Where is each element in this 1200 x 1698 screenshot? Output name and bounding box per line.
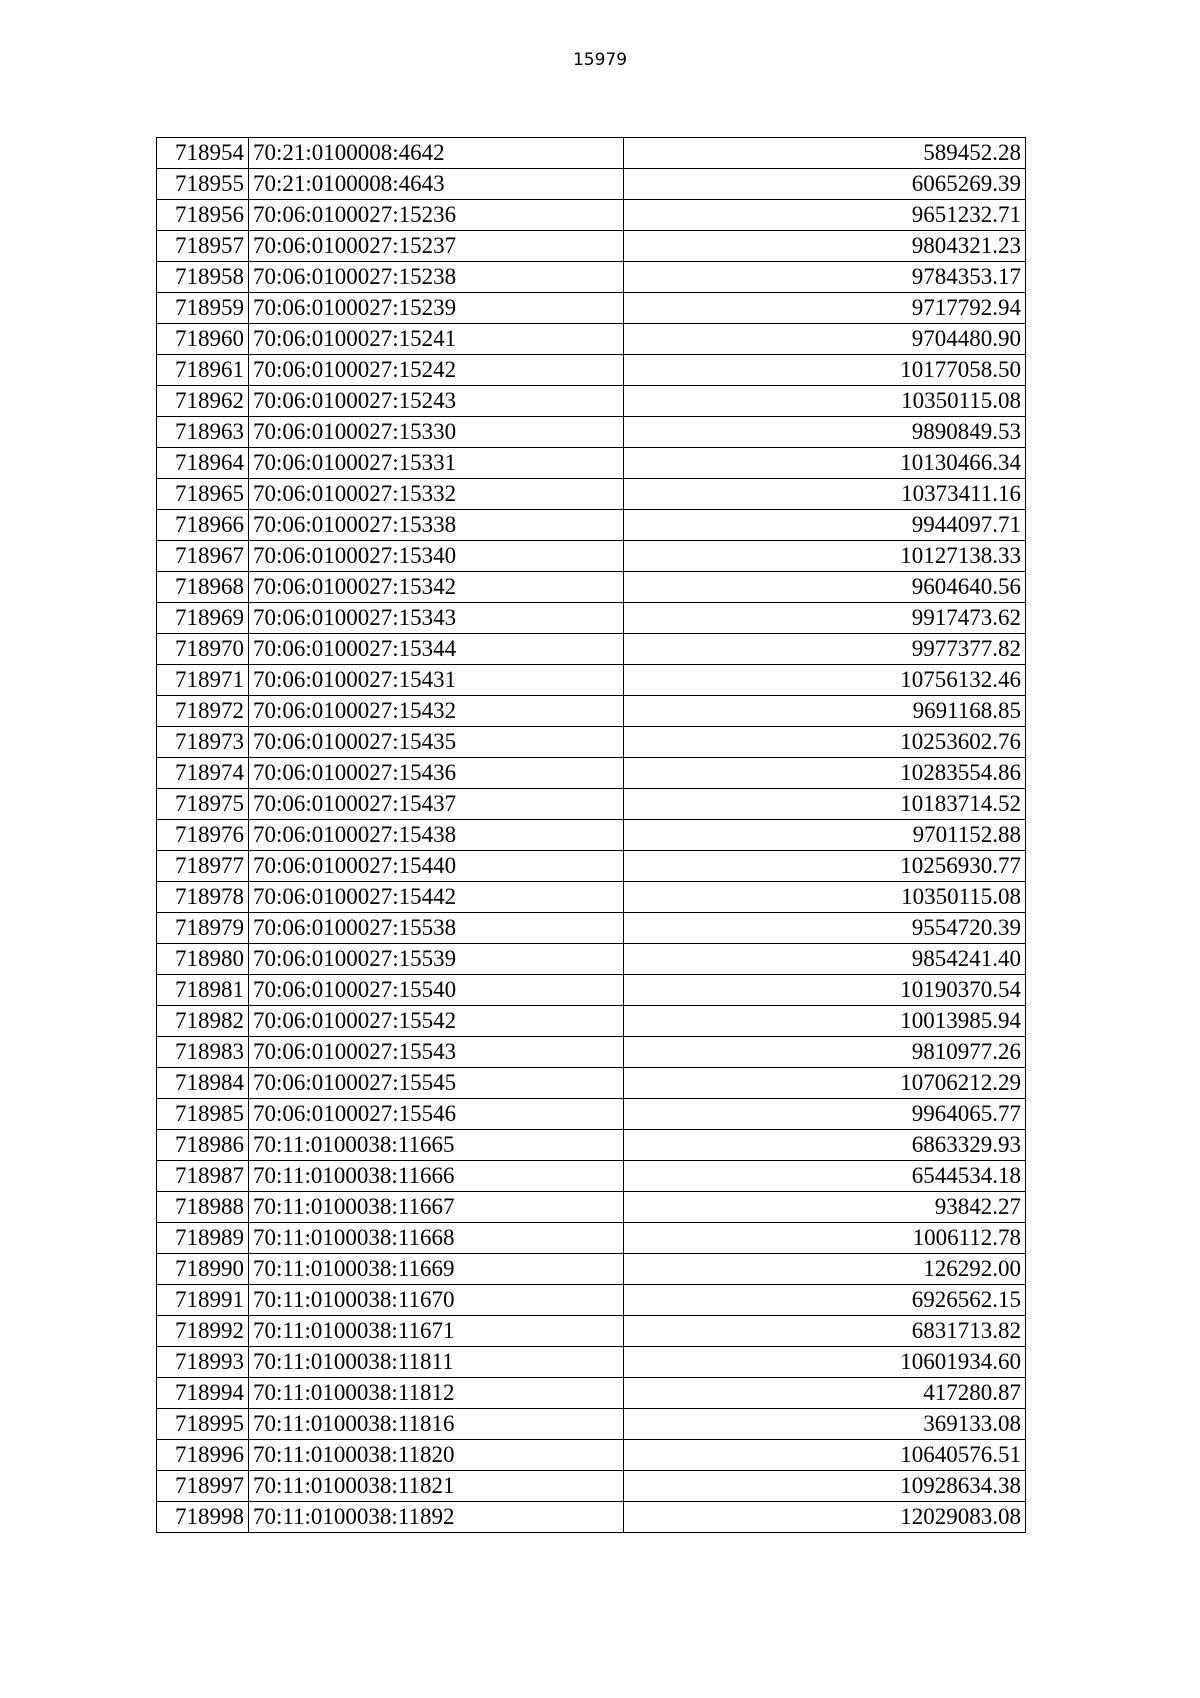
row-number-cell: 718984 bbox=[157, 1068, 249, 1099]
table-row bbox=[157, 1471, 1026, 1502]
table-row bbox=[157, 882, 1026, 913]
cadastral-number-cell: 70:06:0100027:15543 bbox=[249, 1037, 624, 1068]
cadastral-value-cell: 10183714.52 bbox=[624, 789, 1026, 820]
cadastral-value-cell: 9651232.71 bbox=[624, 200, 1026, 231]
row-number-cell: 718973 bbox=[157, 727, 249, 758]
cadastral-value-cell: 9810977.26 bbox=[624, 1037, 1026, 1068]
cadastral-value-cell: 12029083.08 bbox=[624, 1502, 1026, 1533]
row-number-cell: 718954 bbox=[157, 138, 249, 169]
table-row bbox=[157, 789, 1026, 820]
table-row bbox=[157, 231, 1026, 262]
cadastral-value-cell: 6544534.18 bbox=[624, 1161, 1026, 1192]
cadastral-value-cell: 10283554.86 bbox=[624, 758, 1026, 789]
table-row bbox=[157, 727, 1026, 758]
cadastral-value-cell: 10756132.46 bbox=[624, 665, 1026, 696]
row-number-cell: 718956 bbox=[157, 200, 249, 231]
row-number-cell: 718988 bbox=[157, 1192, 249, 1223]
cadastral-number-cell: 70:06:0100027:15331 bbox=[249, 448, 624, 479]
cadastral-value-cell: 9854241.40 bbox=[624, 944, 1026, 975]
table-row bbox=[157, 169, 1026, 200]
row-number-cell: 718976 bbox=[157, 820, 249, 851]
cadastral-value-cell: 9554720.39 bbox=[624, 913, 1026, 944]
table-row bbox=[157, 1223, 1026, 1254]
table-row bbox=[157, 665, 1026, 696]
cadastral-value-cell: 126292.00 bbox=[624, 1254, 1026, 1285]
row-number-cell: 718957 bbox=[157, 231, 249, 262]
cadastral-number-cell: 70:06:0100027:15438 bbox=[249, 820, 624, 851]
cadastral-number-cell: 70:06:0100027:15332 bbox=[249, 479, 624, 510]
cadastral-value-cell: 10350115.08 bbox=[624, 386, 1026, 417]
table-row bbox=[157, 293, 1026, 324]
cadastral-number-cell: 70:06:0100027:15435 bbox=[249, 727, 624, 758]
cadastral-value-cell: 6863329.93 bbox=[624, 1130, 1026, 1161]
cadastral-number-cell: 70:06:0100027:15241 bbox=[249, 324, 624, 355]
page-number: 15979 bbox=[572, 50, 628, 70]
cadastral-value-cell: 10013985.94 bbox=[624, 1006, 1026, 1037]
cadastral-number-cell: 70:11:0100038:11670 bbox=[249, 1285, 624, 1316]
table-row bbox=[157, 510, 1026, 541]
table-row bbox=[157, 355, 1026, 386]
cadastral-number-cell: 70:06:0100027:15237 bbox=[249, 231, 624, 262]
cadastral-number-cell: 70:11:0100038:11812 bbox=[249, 1378, 624, 1409]
table-row bbox=[157, 944, 1026, 975]
row-number-cell: 718994 bbox=[157, 1378, 249, 1409]
cadastral-number-cell: 70:11:0100038:11667 bbox=[249, 1192, 624, 1223]
row-number-cell: 718966 bbox=[157, 510, 249, 541]
cadastral-value-cell: 6065269.39 bbox=[624, 169, 1026, 200]
cadastral-value-cell: 9804321.23 bbox=[624, 231, 1026, 262]
cadastral-value-cell: 9691168.85 bbox=[624, 696, 1026, 727]
cadastral-value-cell: 10253602.76 bbox=[624, 727, 1026, 758]
row-number-cell: 718996 bbox=[157, 1440, 249, 1471]
cadastral-value-cell: 9917473.62 bbox=[624, 603, 1026, 634]
cadastral-number-cell: 70:21:0100008:4643 bbox=[249, 169, 624, 200]
table-row bbox=[157, 324, 1026, 355]
cadastral-value-cell: 10640576.51 bbox=[624, 1440, 1026, 1471]
cadastral-value-cell: 10177058.50 bbox=[624, 355, 1026, 386]
cadastral-value-cell: 10706212.29 bbox=[624, 1068, 1026, 1099]
cadastral-value-cell: 10127138.33 bbox=[624, 541, 1026, 572]
cadastral-number-cell: 70:06:0100027:15540 bbox=[249, 975, 624, 1006]
table-row bbox=[157, 634, 1026, 665]
cadastral-number-cell: 70:06:0100027:15545 bbox=[249, 1068, 624, 1099]
cadastral-value-cell: 9717792.94 bbox=[624, 293, 1026, 324]
cadastral-number-cell: 70:06:0100027:15436 bbox=[249, 758, 624, 789]
cadastral-number-cell: 70:11:0100038:11811 bbox=[249, 1347, 624, 1378]
cadastral-value-cell: 10928634.38 bbox=[624, 1471, 1026, 1502]
cadastral-number-cell: 70:06:0100027:15338 bbox=[249, 510, 624, 541]
row-number-cell: 718983 bbox=[157, 1037, 249, 1068]
row-number-cell: 718969 bbox=[157, 603, 249, 634]
cadastral-value-cell: 10130466.34 bbox=[624, 448, 1026, 479]
cadastral-number-cell: 70:11:0100038:11668 bbox=[249, 1223, 624, 1254]
cadastral-value-cell: 10601934.60 bbox=[624, 1347, 1026, 1378]
table-row bbox=[157, 417, 1026, 448]
row-number-cell: 718972 bbox=[157, 696, 249, 727]
table-row bbox=[157, 262, 1026, 293]
row-number-cell: 718993 bbox=[157, 1347, 249, 1378]
cadastral-value-cell: 6831713.82 bbox=[624, 1316, 1026, 1347]
cadastral-number-cell: 70:06:0100027:15340 bbox=[249, 541, 624, 572]
cadastral-number-cell: 70:06:0100027:15236 bbox=[249, 200, 624, 231]
row-number-cell: 718955 bbox=[157, 169, 249, 200]
row-number-cell: 718963 bbox=[157, 417, 249, 448]
row-number-cell: 718991 bbox=[157, 1285, 249, 1316]
row-number-cell: 718964 bbox=[157, 448, 249, 479]
row-number-cell: 718985 bbox=[157, 1099, 249, 1130]
cadastral-value-cell: 10190370.54 bbox=[624, 975, 1026, 1006]
table-row bbox=[157, 1161, 1026, 1192]
table-row bbox=[157, 572, 1026, 603]
row-number-cell: 718978 bbox=[157, 882, 249, 913]
cadastral-number-cell: 70:06:0100027:15539 bbox=[249, 944, 624, 975]
cadastral-number-cell: 70:11:0100038:11820 bbox=[249, 1440, 624, 1471]
row-number-cell: 718998 bbox=[157, 1502, 249, 1533]
cadastral-number-cell: 70:06:0100027:15542 bbox=[249, 1006, 624, 1037]
cadastral-value-cell: 1006112.78 bbox=[624, 1223, 1026, 1254]
cadastral-value-cell: 10256930.77 bbox=[624, 851, 1026, 882]
cadastral-number-cell: 70:06:0100027:15442 bbox=[249, 882, 624, 913]
table-row bbox=[157, 1037, 1026, 1068]
row-number-cell: 718990 bbox=[157, 1254, 249, 1285]
cadastral-number-cell: 70:11:0100038:11665 bbox=[249, 1130, 624, 1161]
cadastral-value-cell: 9784353.17 bbox=[624, 262, 1026, 293]
cadastral-value-cell: 93842.27 bbox=[624, 1192, 1026, 1223]
table-row bbox=[157, 1068, 1026, 1099]
cadastral-value-cell: 417280.87 bbox=[624, 1378, 1026, 1409]
row-number-cell: 718975 bbox=[157, 789, 249, 820]
table-row bbox=[157, 386, 1026, 417]
cadastral-number-cell: 70:11:0100038:11669 bbox=[249, 1254, 624, 1285]
table-row bbox=[157, 1347, 1026, 1378]
cadastral-number-cell: 70:06:0100027:15440 bbox=[249, 851, 624, 882]
cadastral-value-cell: 6926562.15 bbox=[624, 1285, 1026, 1316]
row-number-cell: 718968 bbox=[157, 572, 249, 603]
row-number-cell: 718992 bbox=[157, 1316, 249, 1347]
cadastral-number-cell: 70:06:0100027:15242 bbox=[249, 355, 624, 386]
table-row bbox=[157, 1285, 1026, 1316]
row-number-cell: 718960 bbox=[157, 324, 249, 355]
cadastral-number-cell: 70:06:0100027:15239 bbox=[249, 293, 624, 324]
cadastral-number-cell: 70:11:0100038:11671 bbox=[249, 1316, 624, 1347]
table-row bbox=[157, 603, 1026, 634]
cadastral-value-cell: 10373411.16 bbox=[624, 479, 1026, 510]
cadastral-number-cell: 70:11:0100038:11816 bbox=[249, 1409, 624, 1440]
table-row bbox=[157, 1254, 1026, 1285]
cadastral-number-cell: 70:06:0100027:15431 bbox=[249, 665, 624, 696]
cadastral-number-cell: 70:11:0100038:11892 bbox=[249, 1502, 624, 1533]
table-row bbox=[157, 200, 1026, 231]
table-row bbox=[157, 1409, 1026, 1440]
cadastral-number-cell: 70:06:0100027:15344 bbox=[249, 634, 624, 665]
table-row bbox=[157, 1130, 1026, 1161]
row-number-cell: 718979 bbox=[157, 913, 249, 944]
cadastral-number-cell: 70:11:0100038:11666 bbox=[249, 1161, 624, 1192]
table-row bbox=[157, 1378, 1026, 1409]
table-row bbox=[157, 138, 1026, 169]
cadastral-number-cell: 70:06:0100027:15343 bbox=[249, 603, 624, 634]
table-row bbox=[157, 851, 1026, 882]
cadastral-value-cell: 9977377.82 bbox=[624, 634, 1026, 665]
cadastral-value-cell: 10350115.08 bbox=[624, 882, 1026, 913]
cadastral-value-cell: 589452.28 bbox=[624, 138, 1026, 169]
cadastral-value-cell: 9604640.56 bbox=[624, 572, 1026, 603]
cadastral-value-cell: 9890849.53 bbox=[624, 417, 1026, 448]
cadastral-number-cell: 70:06:0100027:15538 bbox=[249, 913, 624, 944]
table-row bbox=[157, 1192, 1026, 1223]
table-row bbox=[157, 696, 1026, 727]
cadastral-number-cell: 70:06:0100027:15546 bbox=[249, 1099, 624, 1130]
row-number-cell: 718962 bbox=[157, 386, 249, 417]
row-number-cell: 718987 bbox=[157, 1161, 249, 1192]
cadastral-number-cell: 70:21:0100008:4642 bbox=[249, 138, 624, 169]
table-row bbox=[157, 1502, 1026, 1533]
row-number-cell: 718981 bbox=[157, 975, 249, 1006]
table-row bbox=[157, 758, 1026, 789]
cadastral-value-cell: 9704480.90 bbox=[624, 324, 1026, 355]
table-row bbox=[157, 1316, 1026, 1347]
table-body bbox=[157, 138, 1026, 1533]
row-number-cell: 718989 bbox=[157, 1223, 249, 1254]
row-number-cell: 718967 bbox=[157, 541, 249, 572]
row-number-cell: 718959 bbox=[157, 293, 249, 324]
row-number-cell: 718965 bbox=[157, 479, 249, 510]
table-row bbox=[157, 1440, 1026, 1471]
table-row bbox=[157, 479, 1026, 510]
row-number-cell: 718971 bbox=[157, 665, 249, 696]
cadastral-value-cell: 9964065.77 bbox=[624, 1099, 1026, 1130]
row-number-cell: 718970 bbox=[157, 634, 249, 665]
row-number-cell: 718997 bbox=[157, 1471, 249, 1502]
cadastral-number-cell: 70:06:0100027:15238 bbox=[249, 262, 624, 293]
row-number-cell: 718995 bbox=[157, 1409, 249, 1440]
table-row bbox=[157, 1006, 1026, 1037]
row-number-cell: 718986 bbox=[157, 1130, 249, 1161]
cadastral-value-cell: 369133.08 bbox=[624, 1409, 1026, 1440]
table-row bbox=[157, 448, 1026, 479]
row-number-cell: 718982 bbox=[157, 1006, 249, 1037]
cadastral-value-table bbox=[156, 137, 1026, 1533]
row-number-cell: 718977 bbox=[157, 851, 249, 882]
cadastral-value-cell: 9701152.88 bbox=[624, 820, 1026, 851]
cadastral-number-cell: 70:06:0100027:15243 bbox=[249, 386, 624, 417]
row-number-cell: 718974 bbox=[157, 758, 249, 789]
cadastral-number-cell: 70:06:0100027:15330 bbox=[249, 417, 624, 448]
table-row bbox=[157, 975, 1026, 1006]
table-row bbox=[157, 820, 1026, 851]
row-number-cell: 718958 bbox=[157, 262, 249, 293]
row-number-cell: 718980 bbox=[157, 944, 249, 975]
cadastral-number-cell: 70:06:0100027:15437 bbox=[249, 789, 624, 820]
cadastral-number-cell: 70:11:0100038:11821 bbox=[249, 1471, 624, 1502]
table-row bbox=[157, 541, 1026, 572]
row-number-cell: 718961 bbox=[157, 355, 249, 386]
table-row bbox=[157, 913, 1026, 944]
cadastral-number-cell: 70:06:0100027:15432 bbox=[249, 696, 624, 727]
cadastral-number-cell: 70:06:0100027:15342 bbox=[249, 572, 624, 603]
table-row bbox=[157, 1099, 1026, 1130]
cadastral-value-cell: 9944097.71 bbox=[624, 510, 1026, 541]
